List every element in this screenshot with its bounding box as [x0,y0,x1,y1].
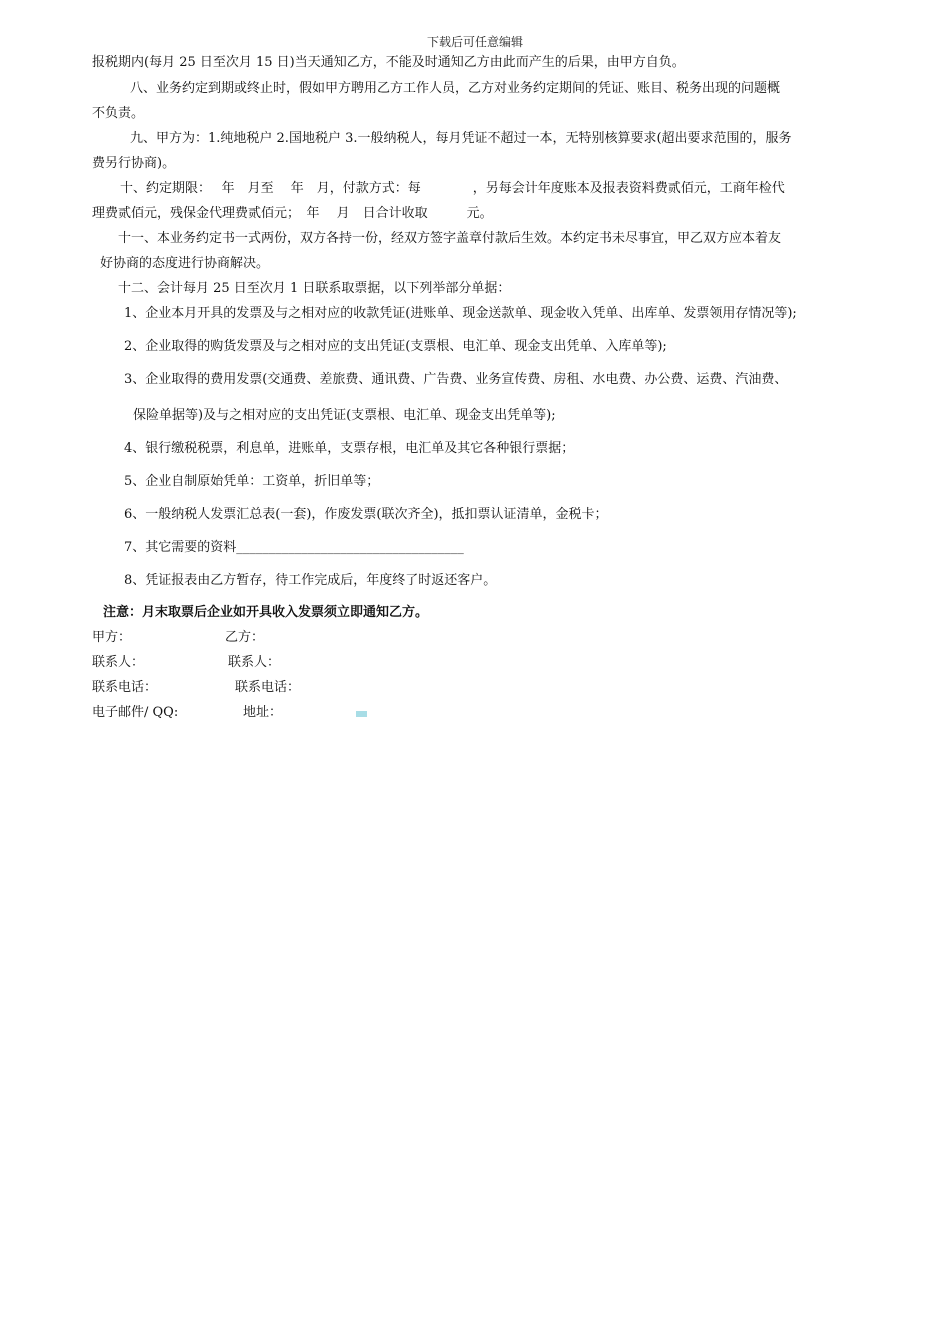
contact-b-label: 联系人： [228,655,281,670]
list-item-3-line-2: 保险单据等)及与之相对应的支出凭证(支票根、电汇单、现金支出凭单等); [133,408,556,423]
list-item-1: 1、企业本月开具的发票及与之相对应的收款凭证(进账单、现金送款单、现金收入凭单、出库单、发票领用存情况等); [124,306,797,321]
phone-b-label: 联系电话： [235,680,301,695]
party-b-label: 乙方： [225,630,265,645]
paragraph-8-line-2: 不负责。 [92,106,145,121]
paragraph-11-line-2: 好协商的态度进行协商解决。 [100,256,270,271]
contact-a-label: 联系人： [92,655,145,670]
paragraph-10-line-1: 十、约定期限： 年 月至 年 月，付款方式：每 ，另每会计年度账本及报表资料费贰佰元，工商年检代 [120,181,785,196]
party-a-label: 甲方： [92,630,132,645]
list-item-7: 7、其它需要的资料___________________________________ [124,540,464,555]
list-item-8: 8、凭证报表由乙方暂存，待工作完成后，年度终了时返还客户。 [124,573,497,588]
paragraph-8-line-1: 八、业务约定到期或终止时，假如甲方聘用乙方工作人员，乙方对业务约定期间的凭证、账目、税务出现的问题概 [130,81,781,96]
paragraph-10-line-2: 理费贰佰元，残保金代理费贰佰元； 年 月 日合计收取 元。 [92,206,493,221]
address-b-label: 地址： [243,705,283,720]
list-item-6: 6、一般纳税人发票汇总表(一套)，作废发票(联次齐全)，抵扣票认证清单，金税卡； [124,507,608,522]
page-header: 下载后可任意编辑 [426,35,523,49]
list-item-4: 4、银行缴税税票，利息单，进账单，支票存根，电汇单及其它各种银行票据； [124,441,575,456]
phone-a-label: 联系电话： [92,680,158,695]
notice-text: 注意：月末取票后企业如开具收入发票须立即通知乙方。 [103,605,429,620]
list-item-2: 2、企业取得的购货发票及与之相对应的支出凭证(支票根、电汇单、现金支出凭单、入库单等); [124,339,667,354]
paragraph-9-line-1: 九、甲方为：1.纯地税户 2.国地税户 3.一般纳税人，每月凭证不超过一本，无特别核算要求(超出要求范围的，服务 [130,131,792,146]
paragraph-11-line-1: 十一、本业务约定书一式两份，双方各持一份，经双方签字盖章付款后生效。本约定书未尽事宜，甲乙双方应本着友 [118,231,782,246]
list-item-3-line-1: 3、企业取得的费用发票(交通费、差旅费、通讯费、广告费、业务宣传费、房租、水电费、办公费、运费、汽油费、 [124,372,788,387]
list-item-5: 5、企业自制原始凭单：工资单，折旧单等； [124,474,380,489]
paragraph-tax-period: 报税期内(每月 25 日至次月 15 日)当天通知乙方，不能及时通知乙方由此而产生的后果，由甲方自负。 [92,55,685,70]
paragraph-9-line-2: 费另行协商)。 [92,156,176,171]
cursor-highlight-mark [356,711,367,717]
paragraph-12-title: 十二、会计每月 25 日至次月 1 日联系取票据，以下列举部分单据： [118,281,511,296]
email-a-label: 电子邮件/ QQ: [92,705,179,720]
